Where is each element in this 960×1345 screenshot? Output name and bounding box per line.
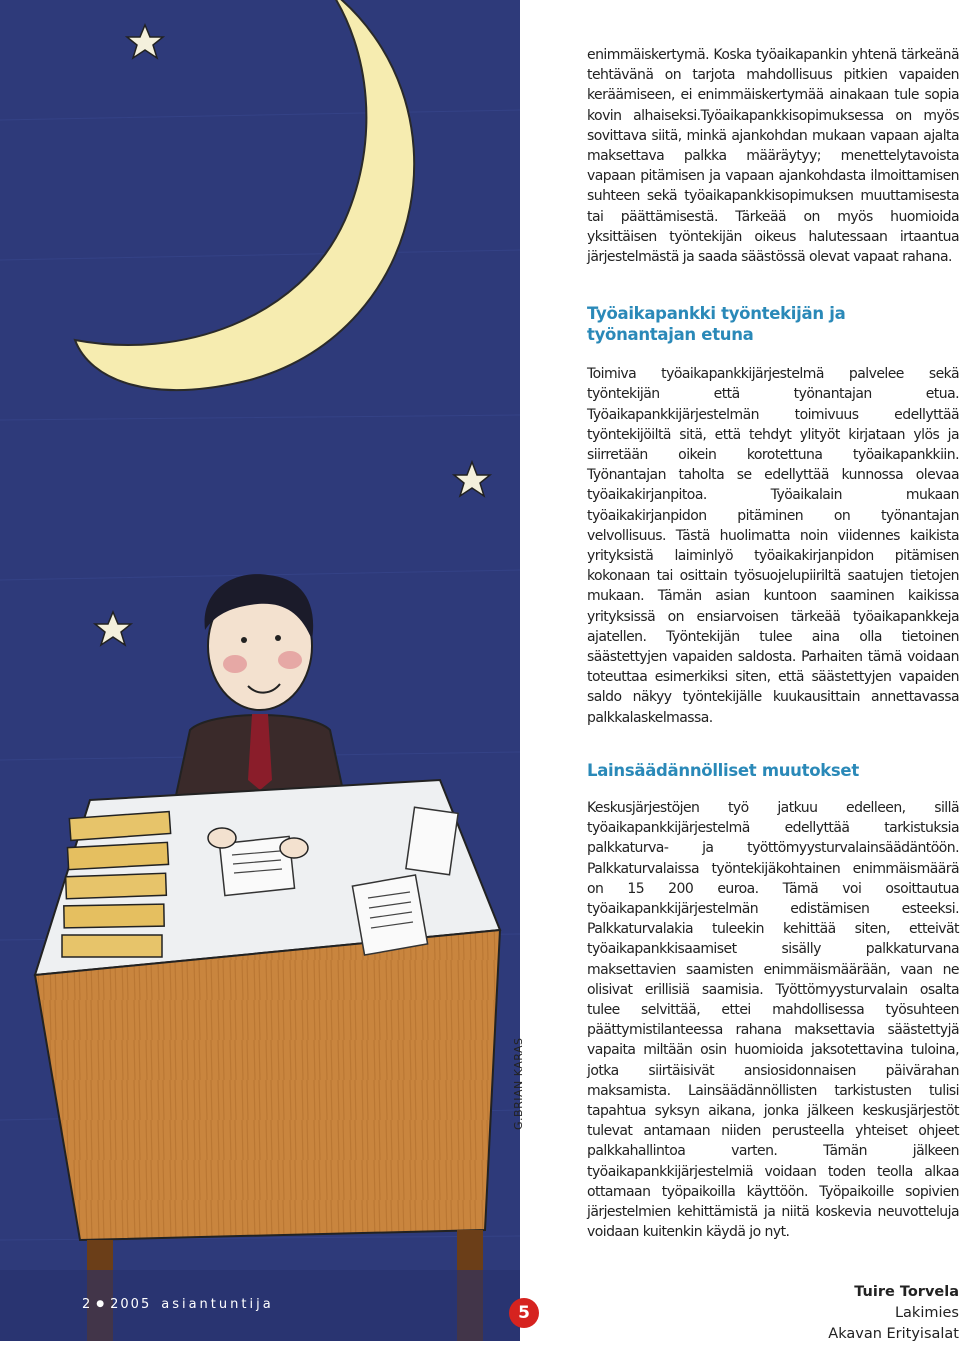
section-paragraph: Keskusjärjestöjen työ jatkuu edelleen, sillä työaikapankkijärjestelmä edellyttää tarkistuksia palkkaturva- ja työttömyysturvalainsäädäntöön. Palkkaturvalaissa työntekijäkohtainen enimmäismäärä on 15 200 euroa. Tämä voi osoittautua työaikapankkijärjestelmän edistämisen esteeksi. Palkkaturvalakia tuleekin kehittää siten, etteivät työaikapankkisaamiset sisälly palkkaturvana maksettavien saamisten enimmäismäärään, vaan ne olisivat erillisiä saamisia. Työttömyysturvalain osalta tulee selvittää, ettei mahdollisessa työsuhteen päättymistilanteessa rahana maksettavia säästettyjä vapaita miltään osin huomioida jaksotettavina tuloina, jotka siirtäisivät ansiosidonnaisen päivärahan maksamista. Lainsäädännöllisten tarkistusten tulisi tapahtua syksyn aikana, jonka jälkeen keskusjärjestöt tulevat antamaan niiden perusteella yhteiset ohjeet palkkahallintoa varten. Tämän jälkeen työaikapankkijärjestelmiä voidaan toden teolla alkaa ottamaan työpaikoilla käyttöön. Työpaikoille sopivien järjestelmien kehittämistä ja niitä koskevia neuvotteluja voidaan kuitenkin käydä jo nyt. <box>587 799 959 1241</box>
author-name: Tuire Torvela <box>854 1284 959 1301</box>
article-column <box>587 45 959 1345</box>
page-number-left: 2 <box>82 1297 93 1312</box>
magazine-name: asiantuntija <box>161 1297 274 1312</box>
paper-sheet <box>406 807 458 875</box>
section-paragraph: Toimiva työaikapankkijärjestelmä palvelee sekä työntekijän että työnantajan etua. Työaikapankkijärjestelmän toimivuus edellyttää työntekijöiltä sitä, että tehdyt ylityöt kirjataan ylös ja siirretään oikein korotettuna työaikapankkiin. Työnantajan taholta se edellyttää kunnossa olevaa työaikakirjanpitoa. Työaikalain mukaan työaikakirjanpidon pitäminen on työnantajan velvollisuus. Tästä huolimatta noin viidennes kaikista yrityksistä laiminlyö työaikakirjanpidon pitämisen kokonaan tai osittain työsuojelupiiriltä saatujen tietojen mukaan. Tämän asian kuntoon saaminen kaikissa yrityksissä on ensiarvoisen tärkeää työaikapankkeja ajatellen. Työntekijän tulee aina olla tietoinen säästettyjen vapaiden saldosta. Parhaiten tämä voidaan toteuttaa esimerkiksi siten, että säästettyjen vapaiden saldo näkyy työntekijälle kuukausittain annettavassa palkkalaskelmassa. <box>587 366 959 726</box>
author-role: Lakimies <box>894 1305 959 1322</box>
section-heading: Työaikapankki työntekijän ja työnantajan etuna <box>587 304 846 345</box>
issue-year: 2005 <box>110 1297 152 1312</box>
page-footer <box>82 1297 274 1312</box>
paper-stack <box>62 812 171 957</box>
illustration-credit: G.BRIAN KARAS <box>512 1037 525 1130</box>
author-organization: Akavan Erityisalat <box>828 1326 959 1343</box>
author-signature <box>587 1282 959 1345</box>
intro-paragraph: enimmäiskertymä. Koska työaikapankin yhtenä tärkeänä tehtävänä on tarjota mahdollisuus pitkien vapaiden keräämiseen, ei enimmäiskertymää ainakaan tule sopia kovin alhaiseksi.Työaikapankkisopimuksessa on myös sovittava siitä, minkä ajankohdan mukaan vapaan ajalta maksettava palkka määräytyy; menettelytavoista vapaan pitämisen ja vapaan ajankohdasta ilmoittamisen suhteen sekä työaikapankkisopimuksen muuttamisesta tai päättämisestä. Tärkeää on myös huomioida yksittäisen työntekijän oikeus halutessaan irtaantua järjestelmästä ja saada säästössä olevat vapaat rahana. <box>587 47 959 266</box>
page-number-badge: 5 <box>509 1298 539 1328</box>
section-heading: Lainsäädännölliset muutokset <box>587 760 859 780</box>
desk-body <box>35 930 500 1240</box>
bullet-separator-icon: ● <box>96 1299 107 1309</box>
